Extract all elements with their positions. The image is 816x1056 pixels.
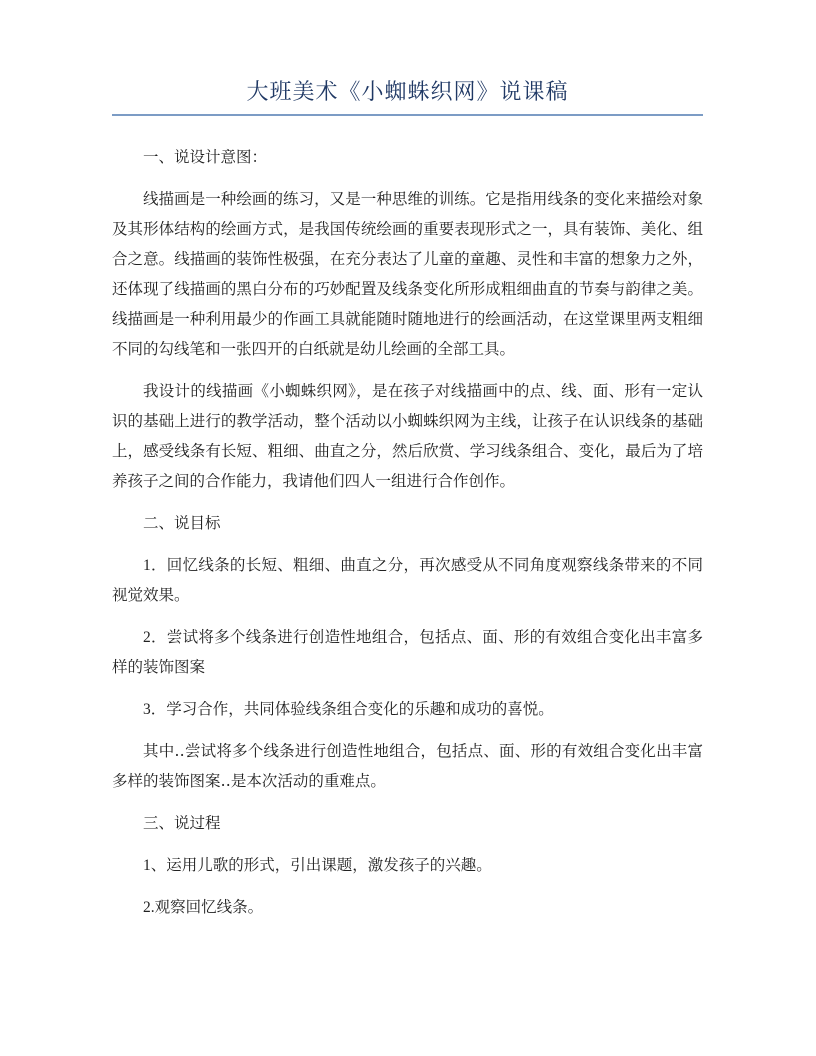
paragraph-goal-1: 1．回忆线条的长短、粗细、曲直之分，再次感受从不同角度观察线条带来的不同视觉效果。 xyxy=(112,557,703,604)
document-body xyxy=(112,143,703,923)
paragraph-key-difficulty: 其中‥尝试将多个线条进行创造性地组合，包括点、面、形的有效组合变化出丰富多样的装饰图案‥是本次活动的重难点。 xyxy=(112,743,703,790)
section-heading-design-intent: 一、说设计意图： xyxy=(143,149,268,166)
paragraph-process-step-2: 2.观察回忆线条。 xyxy=(143,899,264,916)
paragraph-design-intent-1: 线描画是一种绘画的练习，又是一种思维的训练。它是指用线条的变化来描绘对象及其形体结构的绘画方式，是我国传统绘画的重要表现形式之一，具有装饰、美化、组合之意。线描画的装饰性极强，在充分表达了儿童的童趣、灵性和丰富的想象力之外，还体现了线描画的黑白分布的巧妙配置及线条变化所形成粗细曲直的节奏与韵律之美。线描画是一种利用最少的作画工具就能随时随地进行的绘画活动，在这堂课里两支粗细不同的勾线笔和一张四开的白纸就是幼儿绘画的全部工具。 xyxy=(112,191,703,358)
paragraph-goal-2: 2．尝试将多个线条进行创造性地组合，包括点、面、形的有效组合变化出丰富多样的装饰图案 xyxy=(112,629,703,676)
paragraph-design-intent-2: 我设计的线描画《小蜘蛛织网》，是在孩子对线描画中的点、线、面、形有一定认识的基础上进行的教学活动，整个活动以小蜘蛛织网为主线，让孩子在认识线条的基础上，感受线条有长短、粗细、曲直之分，然后欣赏、学习线条组合、变化，最后为了培养孩子之间的合作能力，我请他们四人一组进行合作创作。 xyxy=(112,383,703,490)
section-heading-process: 三、说过程 xyxy=(143,815,221,832)
paragraph-goal-3: 3．学习合作，共同体验线条组合变化的乐趣和成功的喜悦。 xyxy=(143,701,554,718)
document-title: 大班美术《小蜘蛛织网》说课稿 xyxy=(112,78,703,116)
section-heading-goals: 二、说目标 xyxy=(143,515,221,532)
paragraph-process-step-1: 1、运用儿歌的形式，引出课题，激发孩子的兴趣。 xyxy=(143,857,492,874)
